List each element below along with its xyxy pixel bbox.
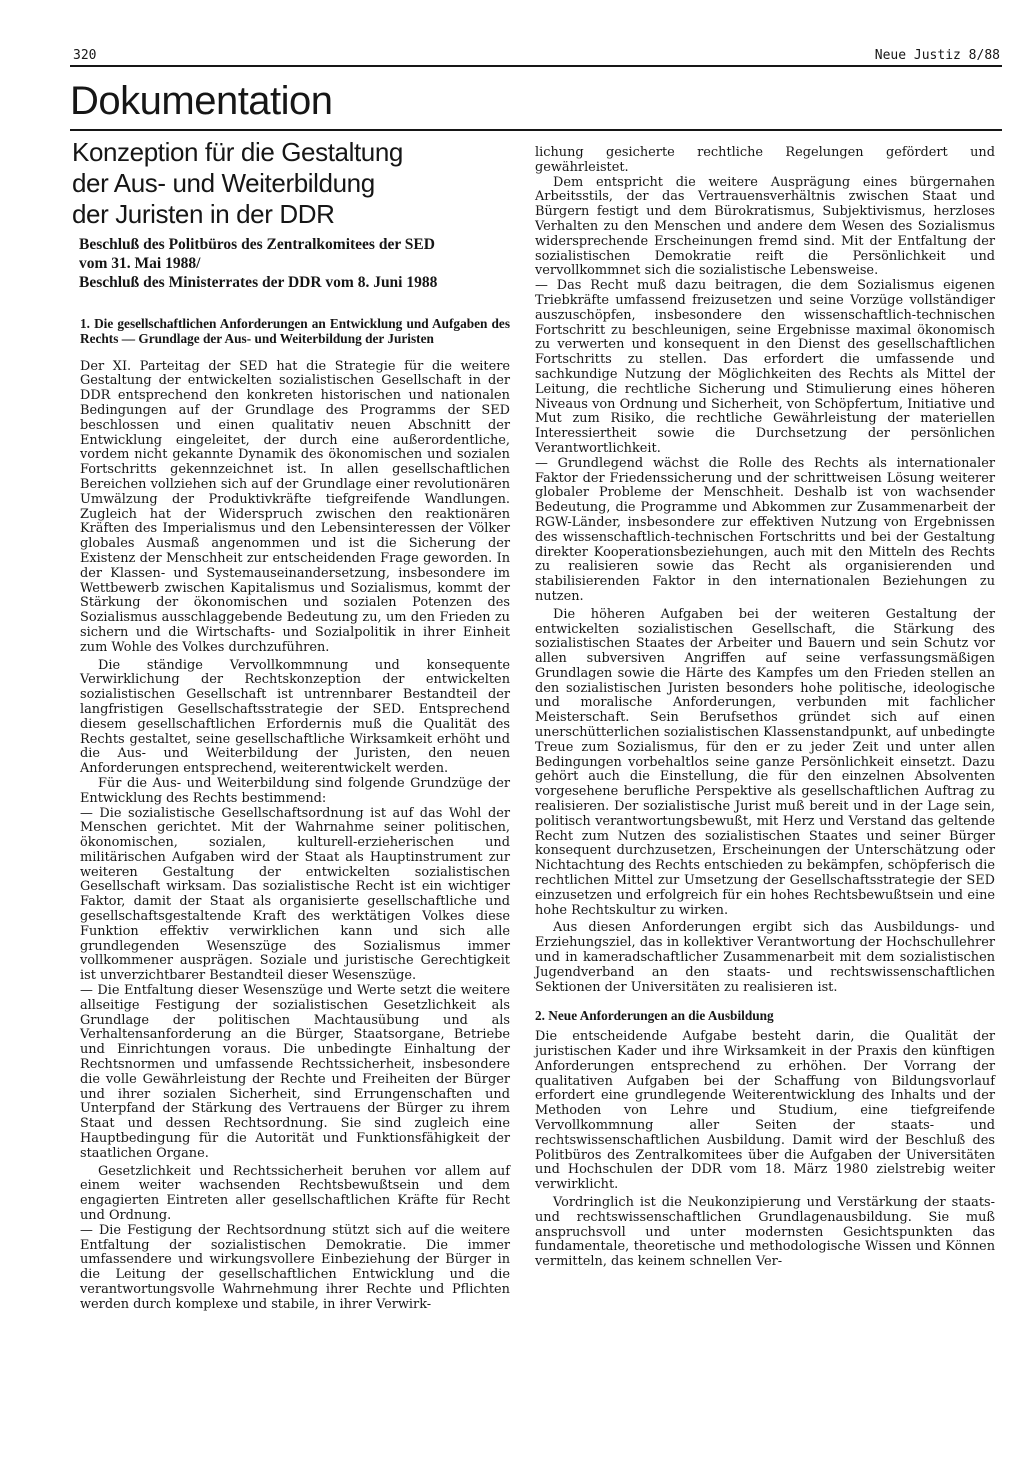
resolution-subtitle [79, 235, 519, 292]
paragraph: Vordringlich ist die Neukonzipierung und Verstärkung der staats- und rechtswissenschaftlichen Grundlagenausbildung. Sie muß anspruchsvoll und unter modernsten Gesichtspunkten das fundamentale, theoretische und methodologische Wissen und Können vermitteln, das keinem schnellen Ver- [535, 1194, 995, 1270]
section-heading: 1. Die gesellschaftlichen Anforderungen an Entwicklung und Aufgaben des Rechts — Grundlage der Aus- und Weiterbildung der Juristen [80, 316, 510, 346]
subtitle-line: vom 31. Mai 1988/ [79, 255, 201, 272]
paragraph: — Grundlegend wächst die Rolle des Rechts als internationaler Faktor der Friedenssicherung und der schrittweisen Lösung weiterer globaler Probleme der Menschheit. Deshalb ist von wachsender Bedeutung, die Programme und Abkommen zur Zusammenarbeit der RGW-Länder, insbesondere zur effektiven Nutzung von Ergebnissen des wissenschaftlich-technischen Fortschritts und bei der Gestaltung direkter Kooperationsbeziehungen, auch mit den Mitteln des Rechts zu realisieren sowie das Recht als organisierenden und stabilisierenden Faktor in den internationalen Beziehungen zu nutzen. [535, 455, 995, 604]
paragraph: Gesetzlichkeit und Rechtssicherheit beruhen vor allem auf einem weiter wachsenden Rechtsbewußtsein und dem engagierten Eintreten aller gesellschaftlichen Kräfte für Recht und Ordnung. [80, 1163, 510, 1224]
paragraph: — Die Festigung der Rechtsordnung stützt sich auf die weitere Entfaltung der sozialistischen Demokratie. Die immer umfassendere und wirkungsvollere Einbeziehung der Bürger in die Leitung der gesellschaftlichen Entwicklung und die verantwortungsvolle Wahrnehmung ihrer Rechte und Pflichten werden durch komplexe und stabile, in ihrer Verwirk- [80, 1222, 510, 1312]
paragraph: lichung gesicherte rechtliche Regelungen gefördert und gewährleistet. [535, 145, 995, 175]
right-column [535, 146, 995, 1270]
section-heading: 2. Neue Anforderungen an die Ausbildung [535, 1008, 774, 1024]
document-title-line: der Juristen in der DDR [72, 199, 335, 229]
header-rule [70, 65, 1002, 67]
paragraph: Für die Aus- und Weiterbildung sind folgende Grundzüge der Entwicklung des Rechts bestimmend: [80, 775, 510, 806]
subtitle-line: Beschluß des Ministerrates der DDR vom 8. Juni 1988 [79, 274, 438, 291]
page-number: 320 [73, 48, 97, 63]
paragraph: — Die Entfaltung dieser Wesenszüge und Werte setzt die weitere allseitige Festigung der sozialistischen Gesetzlichkeit als Grundlage der politischen Machtausübung und als Verhaltensanforderung an die Bürger, Staatsorgane, Betriebe und Einrichtungen voraus. Die unbedingte Einhaltung der Rechtsnormen und umfassende Rechtssicherheit, insbesondere die volle Gewährleistung der Rechte und Freiheiten der Bürger und ihrer sozialen Sicherheit, sind Errungenschaften und Unterpfand der Stärkung des Vertrauens der Bürger zu ihrem Staat und dessen Rechtsordnung. Sie sind zugleich eine Hauptbedingung für die Autorität und Funktionsfähigkeit der staatlichen Organe. [80, 983, 510, 1161]
document-title [72, 137, 512, 230]
paragraph: Aus diesen Anforderungen ergibt sich das Ausbildungs- und Erziehungsziel, das in kollektiver Verantwortung der Hochschullehrer und in kameradschaftlicher Zusammenarbeit mit dem sozialistischen Jugendverband an den staats- und rechtswissenschaftlichen Sektionen der Universitäten zu realisieren ist. [535, 920, 995, 995]
document-title-line: Konzeption für die Gestaltung [72, 137, 403, 167]
document-title-line: der Aus- und Weiterbildung [72, 168, 375, 198]
paragraph: — Das Recht muß dazu beitragen, die dem Sozialismus eigenen Triebkräfte umfassend freizusetzen und seine Vorzüge vollständiger auszuschöpfen, insbesondere den wissenschaftlich-technischen Fortschritt zu beschleunigen, seine Ergebnisse maximal ökonomisch zu verwerten und konsequent in den Dienst des gesellschaftlichen Fortschritts zu stellen. Das erfordert die umfassende und sachkundige Nutzung der Möglichkeiten des Rechts als Mittel der Leitung, die rechtliche Sicherung und Stimulierung eines höheren Niveaus von Ordnung und Sicherheit, von Schöpfertum, Initiative und Mut zum Risiko, die rechtliche Gewährleistung der materiellen Interessiertheit sowie die Durchsetzung der persönlichen Verantwortlichkeit. [535, 278, 995, 456]
left-column [80, 317, 510, 1313]
paragraph: Die ständige Vervollkommnung und konsequente Verwirklichung der Rechtskonzeption der entwickelten sozialistischen Gesellschaft ist untrennbarer Bestandteil der langfristigen Gesellschaftsstrategie der SED. Entsprechend diesem gesellschaftlichen Erfordernis muß die Qualität des Rechts gestaltet, seine gesellschaftliche Wirksamkeit erhöht und die Aus- und Weiterbildung der Juristen, den neuen Anforderungen entsprechend, weiterentwickelt werden. [80, 657, 510, 777]
paragraph: Die entscheidende Aufgabe besteht darin, die Qualität der juristischen Kader und ihre Wirksamkeit in der Praxis den künftigen Anforderungen entsprechend zu erhöhen. Der Vorrang der qualitativen Aufgaben bei der Schaffung von Bildungsvorlauf erfordert eine grundlegende Weiterentwicklung des Inhalts und der Methoden von Lehre und Studium, eine tiefgreifende Vervollkommnung aller Seiten der staats- und rechtswissenschaftlichen Ausbildung. Damit wird der Beschluß des Politbüros des Zentralkomitees über die Aufgaben der Universitäten und Hochschulen der DDR vom 18. März 1980 zielstrebig weiter verwirklicht. [535, 1029, 995, 1193]
subtitle-line: Beschluß des Politbüros des Zentralkomitees der SED [79, 236, 435, 253]
paragraph: Die höheren Aufgaben bei der weiteren Gestaltung der entwickelten sozialistischen Gesellschaft, die Stärkung des sozialistischen Staates der Arbeiter und Bauern und sein Schutz vor allen subversiven Angriffen auf seine verfassungsmäßigen Grundlagen sowie die Härte des Kampfes um den Frieden stellen an den sozialistischen Juristen besonders hohe politische, ideologische und moralische Anforderungen, verbunden mit fachlicher Meisterschaft. Sein Berufsethos gründet sich auf einen unerschütterlichen sozialistischen Klassenstandpunkt, auf unbedingte Treue zum Sozialismus, für den er zu jeder Zeit und unter allen Bedingungen vorbehaltlos seine ganze Persönlichkeit einsetzt. Dazu gehört auch die Einstellung, die für den einzelnen Absolventen vorgesehene berufliche Perspektive als gesellschaftlichen Auftrag zu realisieren. Der sozialistische Jurist muß bereit und in der Lage sein, politisch verantwortungsbewußt, mit Herz und Verstand das geltende Recht zum Nutzen des sozialistischen Staates und seiner Bürger konsequent durchzusetzen, Erscheinungen der Unterschätzung oder Nichtachtung des Rechts entschieden zu bekämpfen, schöpferisch die rechtlichen Mittel zur Umsetzung der Gesellschaftsstrategie der SED einzusetzen und erfolgreich für ein hohes Rechtsbewußtsein und eine hohe Rechtskultur zu wirken. [535, 606, 995, 918]
journal-issue: Neue Justiz 8/88 [874, 48, 1000, 63]
paragraph: Dem entspricht die weitere Ausprägung eines bürgernahen Arbeitsstils, der das Vertrauensverhältnis zwischen Staat und Bürgern festigt und dem Bürokratismus, Subjektivismus, herzloses Verhalten zu den Menschen und andere dem Wesen des Sozialismus widersprechende Erscheinungen fremd sind. Mit der Entfaltung der sozialistischen Demokratie reift die Persönlichkeit und vervollkommnet sich die sozialistische Lebensweise. [535, 174, 995, 279]
paragraph: Der XI. Parteitag der SED hat die Strategie für die weitere Gestaltung der entwickelten sozialistischen Gesellschaft in der DDR entsprechend den konkreten historischen und nationalen Bedingungen auf der Grundlage des Programms der SED beschlossen und einen qualitativ neuen Abschnitt der Entwicklung eingeleitet, der durch eine außerordentliche, vordem nicht gekannte Dynamik des ökonomischen und sozialen Fortschritts gekennzeichnet ist. In allen gesellschaftlichen Bereichen vollziehen sich auf der Grundlage einer revolutionären Umwälzung der Produktivkräfte tiefgreifende Wandlungen. Zugleich hat der Widerspruch zwischen den reaktionären Kräften des Imperialismus und den Lebensinteressen der Völker globales Ausmaß angenommen und ist die Sicherung der Existenz der Menschheit zur entscheidenden Frage geworden. In der Klassen- und Systemauseinandersetzung, insbesondere im Wettbewerb zwischen Kapitalismus und Sozialismus, kommt der Stärkung der ökonomischen und sozialen Potenzen des Sozialismus ausschlaggebende Bedeutung zu, um den Frieden zu sichern und die Wirtschafts- und Sozialpolitik in ihrer Einheit zum Wohle des Volkes durchzuführen. [80, 358, 510, 655]
paragraph: — Die sozialistische Gesellschaftsordnung ist auf das Wohl der Menschen gerichtet. Mit der Wahrnahme seiner politischen, ökonomischen, sozialen, kulturell-erzieherischen und militärischen Aufgaben wird der Staat als Hauptinstrument zur weiteren Gestaltung der entwickelten sozialistischen Gesellschaft wirksam. Das sozialistische Recht ist ein wichtiger Faktor, damit der Staat als organisierte gesellschaftliche und gesellschaftsgestaltende Kraft des werktätigen Volkes diese Funktion effektiv verwirklichen kann und sich alle grundlegenden Wesenszüge des Sozialismus immer vollkommener ausprägen. Soziale und juristische Gerechtigkeit ist unverzichtbarer Bestandteil dieser Wesenszüge. [80, 805, 510, 984]
section-title: Dokumentation [70, 79, 333, 123]
section-rule [70, 129, 1002, 131]
